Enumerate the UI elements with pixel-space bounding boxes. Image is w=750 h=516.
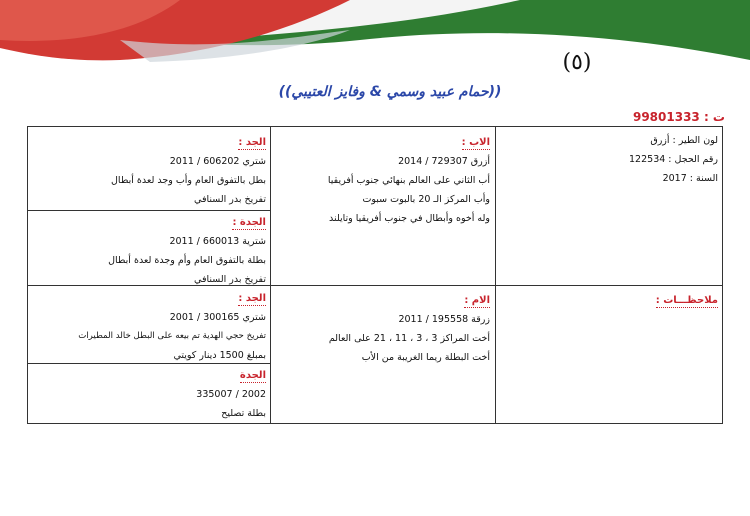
- father-line: أب الثاني على العالم بنهائي جنوب أفريقيا: [327, 175, 490, 186]
- divider: [28, 210, 270, 211]
- notes-label: ملاحظـــات :: [655, 295, 718, 306]
- bird-color: لون الطير : أزرق: [650, 135, 718, 146]
- grandfather-line: تفريخ حجي الهدية تم بيعه على البطل خالد المطيرات: [78, 331, 266, 341]
- father-line: وأب المركز الـ 20 بالبوت سبوت: [362, 194, 490, 205]
- grandmother-maternal-cell: [32, 366, 266, 423]
- grandmother-line: بطلة تصليح: [221, 408, 266, 419]
- phone-number: ت : 99801333: [632, 110, 725, 124]
- bird-year: السنة : 2017: [662, 173, 718, 184]
- grandmother-line: 2002 / 335007: [196, 389, 266, 400]
- grandmother-line: شترية 660013 / 2011: [169, 236, 266, 247]
- mother-line: أخت المراكز 3 ، 3 ، 11 ، 21 على العالم: [328, 333, 490, 344]
- mother-cell: [274, 291, 490, 367]
- father-cell: [274, 133, 490, 228]
- grandmother-line: بطلة بالتفوق العام وأم وجدة لعدة أبطال: [108, 255, 266, 266]
- grandmother-paternal-cell: [32, 213, 266, 289]
- grandfather-line: شتري 606202 / 2011: [169, 156, 266, 167]
- notes-cell: [498, 291, 718, 310]
- divider: [495, 127, 496, 423]
- grandfather-paternal-cell: [32, 133, 266, 209]
- flag-decoration: [0, 0, 750, 75]
- mother-label: الام :: [464, 295, 490, 306]
- pedigree-table: [27, 126, 723, 424]
- page-number: (٥): [562, 50, 592, 75]
- divider: [270, 127, 271, 423]
- grandmother-label: الجدة: [239, 370, 266, 381]
- grandfather-maternal-cell: [32, 289, 266, 365]
- grandfather-label: الجد :: [238, 293, 266, 304]
- grandfather-line: بطل بالتفوق العام وأب وجد لعدة أبطال: [111, 175, 266, 186]
- grandmother-line: تفريخ بدر السنافي: [194, 274, 266, 285]
- bird-info: [498, 131, 718, 188]
- bird-ring: رقم الحجل : 122534: [629, 154, 718, 165]
- grandmother-label: الجدة :: [232, 217, 266, 228]
- father-label: الاب :: [461, 137, 490, 148]
- mother-line: زرقة 195558 / 2011: [398, 314, 490, 325]
- page-title: ((حمام عبيد وسمي & وفايز العتيبي)): [278, 84, 502, 100]
- father-line: أزرق 729307 / 2014: [398, 156, 490, 167]
- grandfather-line: شتري 300165 / 2001: [169, 312, 266, 323]
- mother-line: أخت البطلة ريما الغريبة من الأب: [361, 352, 490, 363]
- grandfather-label: الجد :: [238, 137, 266, 148]
- grandfather-line: تفريخ بدر السنافي: [194, 194, 266, 205]
- grandfather-line: بمبلغ 1500 دينار كويتي: [173, 350, 266, 361]
- father-line: وله أخوه وأبطال في جنوب أفريقيا وتايلند: [328, 213, 490, 224]
